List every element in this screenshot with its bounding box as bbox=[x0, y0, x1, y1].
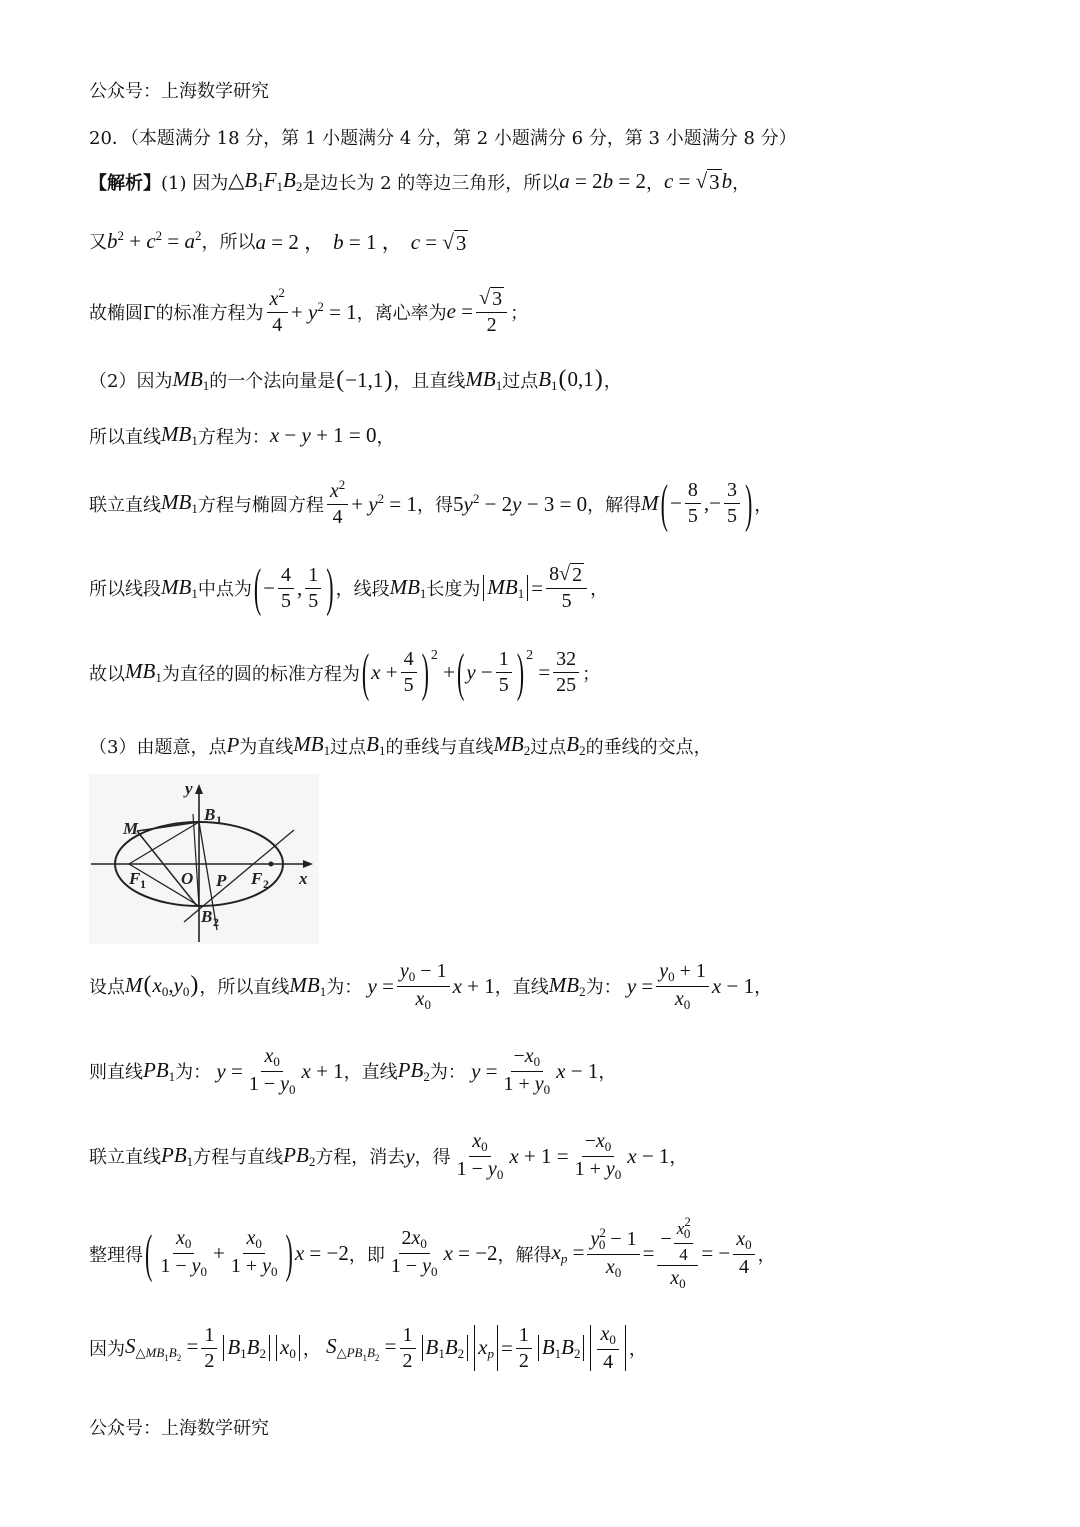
label-b2: B bbox=[201, 907, 213, 926]
label-f2: F bbox=[251, 869, 263, 888]
svg-text:1: 1 bbox=[140, 877, 146, 891]
triangle-b1f1b2: $\triangle B_1F_1B_2$ bbox=[228, 168, 303, 194]
label-b1: B bbox=[204, 805, 216, 824]
solution-line-13: 整理得 ( $\frac{x_0}{1 - y_0}$ + $\frac{x_0}{1 + y_0}$ ) x = −2 ，即 $\frac{2x_0}{1 - y_0}$ x = −2 ，解得 $x_p$ = $\frac{y^2_0 - 1}{x_0}$ = − $\frac{x^2_0}{4}$ $x_0$ = − $\frac{x_0}{4}$ ， bbox=[89, 1214, 776, 1292]
eq-abc: $b^2 + c^2 = a^2$ bbox=[107, 228, 202, 253]
label-o: O bbox=[181, 869, 194, 888]
frac-x2-4: $\frac{x^2}{4}$ bbox=[267, 286, 288, 337]
svg-text:2: 2 bbox=[213, 915, 219, 929]
solution-line-11: 则直线 $PB_1$ 为： y = $\frac{x_0}{1 - y_0}$ x + 1 ，直线 $PB_2$ 为： y = $\frac{-x_0}{1 + y_0}$ x − 1 ， bbox=[89, 1045, 617, 1097]
solution-line-8: 故以 $MB_1$ 为直径的圆的标准方程为 ( x + $\frac{4}{5}$ ) 2 + ( y − $\frac{1}{5}$ ) 2 = $\frac{32}{25}$ ； bbox=[89, 641, 601, 702]
solution-line-14: 因为 $S_{\triangle MB_1B_2}$ = $\frac{1}{2}$ $B_1B_2$ $x_0$ ， $S_{\triangle PB_1B_2}$ = $\frac{1}{2}$ $B_1B_2$ $x_p$ = $\frac{1}{2}$ $B_1B_2$ $\frac{x_0}{4}$ ， bbox=[89, 1323, 647, 1373]
svg-text:1: 1 bbox=[216, 813, 222, 827]
solution-line-1: 【解析】 (1) 因为 $\triangle B_1F_1B_2$ 是边长为 2 的等边三角形，所以 a = 2b = 2 ， c = √ 3 b ， bbox=[89, 168, 751, 194]
problem-title: 20．（本题满分 18 分，第 1 小题满分 4 分，第 2 小题满分 6 分，第 3 小题满分 8 分） bbox=[89, 128, 797, 149]
page-header: 公众号：上海数学研究 bbox=[89, 81, 269, 102]
solution-line-12: 联立直线 $PB_1$ 方程与直线 $PB_2$ 方程，消去 y ，得 $\frac{x_0}{1 - y_0}$ x + 1 = $\frac{-x_0}{1 + y_0}$ x − 1 ， bbox=[89, 1130, 688, 1182]
label-p: P bbox=[216, 871, 227, 890]
label-x: x bbox=[299, 869, 308, 888]
solution-line-4: （2）因为 $MB_1$ 的一个法向量是 (−1,1) ，且直线 $MB_1$ 过点 $B_1(0,1)$ ， bbox=[89, 366, 622, 393]
eq-c-sqrt3b: c = √ 3 b bbox=[663, 168, 733, 194]
solution-line-3: 故椭圆Γ的标准方程为 $\frac{x^2}{4}$ + $y^2 = 1$ ，离心率为 e = √ 3 2 ； bbox=[89, 285, 529, 336]
solution-line-2: 又 $b^2 + c^2 = a^2$ ，所以 a = 2 ， b = 1 ， c = √ 3 bbox=[89, 228, 467, 255]
frac-sqrt3-2: √ 3 2 bbox=[476, 287, 507, 337]
solution-line-10: 设点 $M(x_0,y_0)$ ，所以直线 $MB_1$ 为： y = $\frac{y_0 - 1}{x_0}$ x + 1 ，直线 $MB_2$ 为： y = $\frac{y_0 + 1}{x_0}$ x − 1 ， bbox=[89, 960, 773, 1012]
label-m: M bbox=[123, 819, 139, 838]
solution-line-7: 所以线段 $MB_1$ 中点为 ( − $\frac{4}{5}$ , $\frac{1}{5}$ ) ，线段 $MB_1$ 长度为 $MB_1$ = 8√ 2 5 ， bbox=[89, 556, 609, 617]
eq-a-2b: a = 2b = 2 bbox=[559, 169, 646, 193]
solution-line-9: （3）由题意，点 P 为直线 $MB_1$ 过点 $B_1$ 的垂线与直线 $MB_2$ 过点 $B_2$ 的垂线的交点， bbox=[89, 732, 712, 758]
label-f1: F bbox=[129, 869, 141, 888]
solution-tag: 【解析】 bbox=[89, 172, 161, 194]
solution-line-5: 所以直线 $MB_1$ 方程为： x − y + 1 = 0 ， bbox=[89, 422, 395, 448]
solution-line-6: 联立直线 $MB_1$ 方程与椭圆方程 $\frac{x^2}{4}$ + $y^2 = 1$ ，得 $5y^2 - 2y - 3 = 0$ ，解得 M ( − $\frac{8}{5}$ ,− $\frac{3}{5}$ ) ， bbox=[89, 472, 773, 533]
page-footer: 公众号：上海数学研究 bbox=[89, 1418, 269, 1439]
eq-values: a = 2 ， b = 1 ， c = √ 3 bbox=[255, 230, 467, 255]
svg-text:2: 2 bbox=[263, 877, 269, 891]
label-y: y bbox=[185, 779, 193, 798]
ellipse-figure bbox=[89, 774, 319, 944]
